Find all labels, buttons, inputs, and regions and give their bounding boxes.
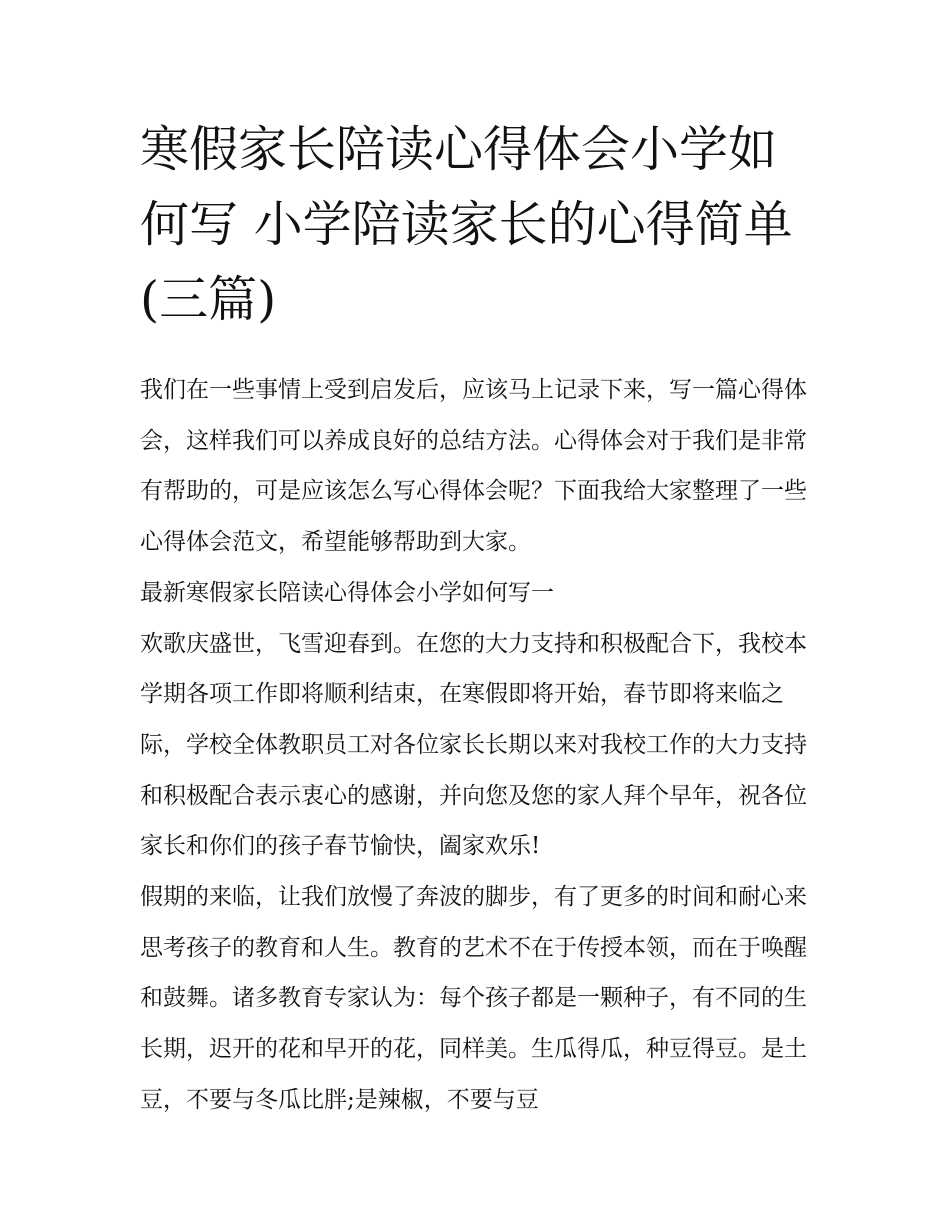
document-title: 寒假家长陪读心得体会小学如何写 小学陪读家长的心得简单(三篇) bbox=[140, 121, 793, 328]
document-content bbox=[140, 112, 812, 1126]
body-paragraph: 假期的来临，让我们放慢了奔波的脚步，有了更多的时间和耐心来思考孩子的教育和人生。教育的艺术不在于传授本领，而在于唤醒和鼓舞。诸多教育专家认为：每个孩子都是一颗种子，有不同的生长期，迟开的花和早开的花，同样美。生瓜得瓜，种豆得豆。是土豆，不要与冬瓜比胖;是辣椒，不要与豆 bbox=[140, 884, 807, 1113]
document-body bbox=[140, 365, 812, 1126]
intro-paragraph: 我们在一些事情上受到启发后，应该马上记录下来，写一篇心得体会，这样我们可以养成良好的总结方法。心得体会对于我们是非常有帮助的，可是应该怎么写心得体会呢？下面我给大家整理了一些心得体会范文，希望能够帮助到大家。 bbox=[140, 377, 807, 556]
section-heading: 最新寒假家长陪读心得体会小学如何写一 bbox=[140, 579, 554, 606]
body-paragraph: 欢歌庆盛世，飞雪迎春到。在您的大力支持和积极配合下，我校本学期各项工作即将顺利结束，在寒假即将开始，春节即将来临之际，学校全体教职员工对各位家长长期以来对我校工作的大力支持和积极配合表示衷心的感谢，并向您及您的家人拜个早年，祝各位家长和你们的孩子春节愉快，阖家欢乐! bbox=[140, 630, 807, 860]
